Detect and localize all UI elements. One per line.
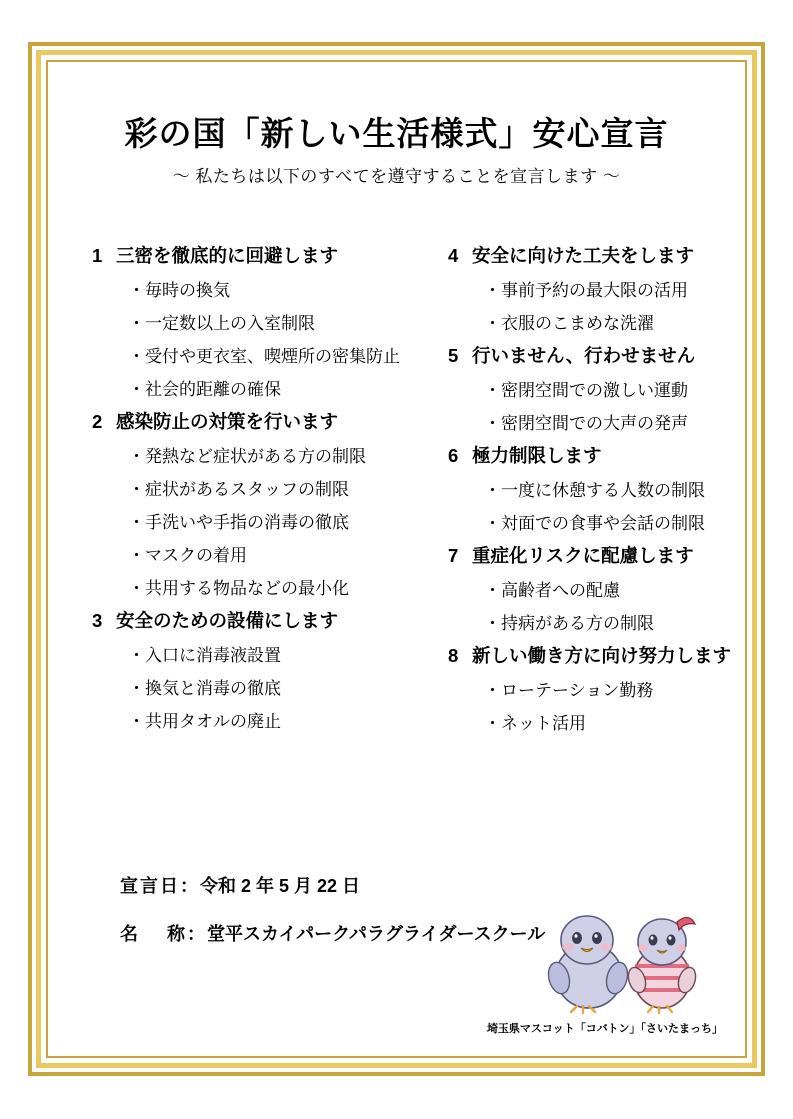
section-number: 8: [448, 645, 459, 666]
gold-frame-middle: [36, 50, 757, 1068]
section-3: [92, 607, 422, 738]
gold-frame-outer: [28, 42, 765, 1076]
list-item: ・高齢者への配慮: [484, 581, 620, 600]
list-item: ・共用タオルの廃止: [128, 712, 281, 731]
list-item: ・一度に休憩する人数の制限: [484, 481, 705, 500]
list-item: ・密閉空間での激しい運動: [484, 381, 688, 400]
section-title: 行いません、行わせません: [472, 345, 696, 366]
list-item: ・入口に消毒液設置: [128, 646, 281, 665]
organization-name-label: 名 称：: [120, 924, 208, 944]
list-item: ・共用する物品などの最小化: [128, 579, 349, 598]
section-number: 5: [448, 345, 459, 366]
poster-content: [48, 62, 745, 1056]
section-title: 感染防止の対策を行います: [116, 411, 339, 432]
section-title: 重症化リスクに配慮します: [472, 545, 694, 566]
section-number: 6: [448, 445, 459, 466]
section-heading: [448, 442, 778, 468]
section-2: [92, 408, 422, 605]
list-item: ・マスクの着用: [128, 546, 247, 565]
list-item: ・症状があるスタッフの制限: [128, 480, 349, 499]
section-items: [448, 574, 778, 640]
section-items: [448, 374, 778, 440]
section-heading: [448, 542, 778, 568]
mascot-caption: 埼玉県マスコット「コバトン」「さいたまっち」: [486, 1023, 723, 1035]
section-number: 4: [448, 245, 459, 266]
section-5: [448, 342, 778, 440]
section-items: [448, 474, 778, 540]
list-item: ・発熱など症状がある方の制限: [128, 447, 366, 466]
section-title: 三密を徹底的に回避します: [116, 245, 339, 266]
page-subtitle: ～ 私たちは以下のすべてを遵守することを宣言します ～: [172, 167, 621, 186]
page-title: 彩の国「新しい生活様式」安心宣言: [124, 115, 669, 152]
section-title: 安全のための設備にします: [116, 610, 339, 631]
list-item: ・社会的距離の確保: [128, 380, 281, 399]
organization-name-value: 堂平スカイパークパラグライダースクール: [207, 924, 546, 944]
section-heading: [448, 342, 778, 368]
list-item: ・衣服のこまめな洗濯: [484, 314, 654, 333]
section-6: [448, 442, 778, 540]
section-7: [448, 542, 778, 640]
declaration-footer: [120, 872, 545, 968]
section-items: [92, 440, 422, 605]
kobaton-icon: [545, 916, 631, 1013]
section-items: [448, 274, 778, 340]
section-heading: [92, 607, 422, 633]
list-item: ・手洗いや手指の消毒の徹底: [128, 513, 349, 532]
list-item: ・ネット活用: [484, 714, 586, 733]
column-right: [448, 242, 778, 742]
section-heading: [92, 242, 422, 268]
list-item: ・毎時の換気: [128, 281, 230, 300]
organization-name-row: [120, 920, 545, 946]
list-item: ・一定数以上の入室制限: [128, 314, 315, 333]
gold-frame-inner: [46, 60, 747, 1058]
section-8: [448, 642, 778, 740]
column-left: [92, 242, 422, 740]
list-item: ・持病がある方の制限: [484, 614, 654, 633]
kobaton-saitamacchi-icon: [537, 904, 717, 1014]
section-number: 7: [448, 545, 459, 566]
section-title: 安全に向けた工夫をします: [472, 245, 695, 266]
section-title: 新しい働き方に向け努力します: [472, 645, 732, 666]
declaration-date-value: 令和 2 年 5 月 22 日: [200, 876, 361, 896]
section-number: 1: [92, 245, 103, 266]
section-items: [92, 639, 422, 738]
list-item: ・換気と消毒の徹底: [128, 679, 281, 698]
list-item: ・対面での食事や会話の制限: [484, 514, 705, 533]
section-heading: [92, 408, 422, 434]
saitamacchi-icon: [625, 917, 698, 1013]
section-heading: [448, 242, 778, 268]
section-items: [92, 274, 422, 406]
section-title: 極力制限します: [472, 445, 602, 466]
section-number: 2: [92, 411, 103, 432]
section-4: [448, 242, 778, 340]
section-number: 3: [92, 610, 103, 631]
section-heading: [448, 642, 778, 668]
list-item: ・ローテーション勤務: [484, 681, 654, 700]
section-1: [92, 242, 422, 406]
declaration-date-label: 宣言日：: [120, 876, 200, 896]
declaration-date-row: [120, 872, 545, 898]
mascot-illustration: [537, 904, 717, 1014]
list-item: ・密閉空間での大声の発声: [484, 414, 688, 433]
list-item: ・受付や更衣室、喫煙所の密集防止: [128, 347, 400, 366]
list-item: ・事前予約の最大限の活用: [484, 281, 688, 300]
section-items: [448, 674, 778, 740]
